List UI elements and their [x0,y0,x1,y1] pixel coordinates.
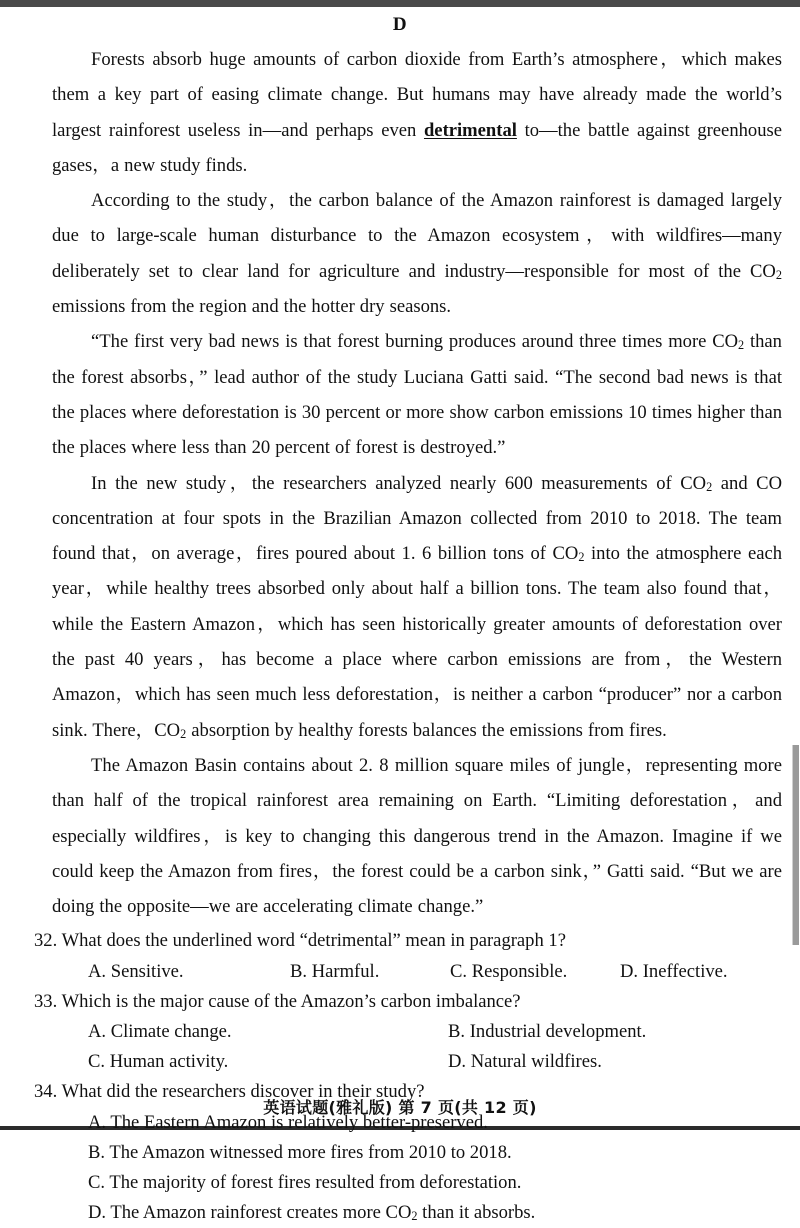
question-32 [34,926,782,986]
passage-paragraph-5: The Amazon Basin contains about 2. 8 million square miles of jungle，representing more than half of the tropical rainforest area remaining on Earth. “Limiting deforestation，and especially wildfires，is key to changing this dangerous trend in the Amazon. Imagine if we could keep the Amazon from fires，the forest could be a carbon sink，” Gatti said. “But we are doing the opposite—we are accelerating climate change.” [52,754,782,918]
option-letter: B. [290,960,308,982]
subscript-2: 2 [578,550,585,565]
question-33-number: 33. [34,990,58,1012]
question-34-number: 34. [34,1081,58,1103]
question-32-option-b[interactable] [290,957,450,987]
option-text: The Amazon witnessed more fires from 2010 to 2018. [109,1141,512,1163]
option-text: Ineffective. [642,960,728,982]
questions-list [0,926,800,1228]
option-letter: D. [448,1051,467,1073]
underlined-vocabulary-word: detrimental [423,119,517,141]
question-32-option-d[interactable] [620,957,728,987]
question-33-text: Which is the major cause of the Amazon’s carbon imbalance? [61,990,521,1012]
passage-paragraph-2: According to the study，the carbon balance of the Amazon rainforest is damaged largely due to large-scale human disturbance to the Amazon ecosystem，with wildfires—many deliberately set to clear land for agriculture and industry—responsible for most of the $CO_2$ emissions from the region and the hotter dry seasons. [52,190,782,318]
option-letter: B. [88,1141,106,1163]
option-text: The Eastern Amazon is relatively better-preserved. [110,1111,488,1133]
option-text: Climate change. [110,1021,232,1043]
passage-paragraph-3: “The first very bad news is that forest burning produces around three times more $CO_2$ than the forest absorbs，” lead author of the study Luciana Gatti said. “The second bad news is that the places where deforestation is 30 percent or more show carbon emissions 10 times higher than the places where less than 20 percent of forest is destroyed.” [52,331,782,459]
option-text-d [110,1202,535,1223]
passage-paragraph-4: In the new study，the researchers analyzed nearly 600 measurements of $CO_2$ and CO concentration at four spots in the Brazilian Amazon collected from 2010 to 2018. The team found that，on average，fires poured about 1. 6 billion tons of $CO_2$ into the atmosphere each year，while healthy trees absorbed only about half a billion tons. The team also found that，while the Eastern Amazon，which has seen historically greater amounts of deforestation over the past 40 years，has become a place where carbon emissions are from，the Western Amazon，which has seen much less deforestation，is neither a carbon “producer” nor a carbon sink. There，$CO_2$ absorption by healthy forests balances the emissions from fires. [52,472,783,741]
question-34-text: What did the researchers discover in their study? [61,1081,425,1103]
subscript-2: 2 [180,726,187,741]
question-33-option-c[interactable] [88,1047,448,1077]
option-text: Harmful. [311,960,380,982]
exam-page [0,7,800,1224]
question-34-option-b[interactable] [88,1138,512,1168]
reading-passage [0,42,800,924]
option-text: The majority of forest fires resulted from deforestation. [109,1172,522,1194]
question-34-options-row-4 [34,1198,782,1228]
option-letter: C. [88,1172,106,1194]
option-letter: A. [88,1021,107,1043]
question-33-stem [34,987,782,1017]
subscript-2: 2 [706,479,713,494]
option-text: Industrial development. [469,1021,647,1043]
option-letter: D. [88,1202,107,1224]
passage-paragraph-1: Forests absorb huge amounts of carbon dioxide from Earth’s atmosphere，which makes them a key part of easing climate change. But humans may have already made the world’s largest rainforest useless in—and perhaps even detrimental to—the battle against greenhouse gases，a new study finds. [52,49,782,176]
option-letter: C. [88,1051,106,1073]
question-33 [34,987,782,1078]
question-34-option-c[interactable] [88,1168,521,1198]
option-text-post: than it absorbs. [417,1202,536,1224]
question-34-options-row-3 [34,1168,782,1198]
question-32-options-row [34,957,782,987]
section-label: D [392,14,408,35]
option-text: Human activity. [109,1051,229,1073]
question-32-stem [34,926,782,956]
question-33-option-d[interactable] [448,1047,602,1077]
question-34-options-row-2 [34,1138,782,1168]
question-32-text: What does the underlined word “detrimental” mean in paragraph 1? [61,930,566,952]
option-letter: A. [88,960,107,982]
page-footer: 英语试题(雅礼版) 第 7 页(共 12 页) [263,1098,537,1117]
option-text: Sensitive. [110,960,184,982]
question-33-option-b[interactable] [448,1017,646,1047]
subscript-2: 2 [775,267,782,282]
question-32-option-a[interactable] [88,957,290,987]
question-33-option-a[interactable] [88,1017,448,1047]
option-letter: C. [450,960,468,982]
option-text: Responsible. [471,960,568,982]
option-letter: B. [448,1021,466,1043]
question-34-option-d[interactable] [88,1198,535,1228]
question-32-option-c[interactable] [450,957,620,987]
scan-top-edge-bar [0,0,800,7]
option-letter: A. [88,1111,107,1133]
question-33-options-row-2 [34,1047,782,1077]
subscript-2: 2 [738,338,745,353]
subscript-2: 2 [411,1209,418,1224]
option-text: Natural wildfires. [470,1051,602,1073]
option-text-pre: The Amazon rainforest creates more CO [110,1202,412,1224]
question-32-number: 32. [34,930,58,952]
question-33-options-row-1 [34,1017,782,1047]
option-letter: D. [620,960,639,982]
